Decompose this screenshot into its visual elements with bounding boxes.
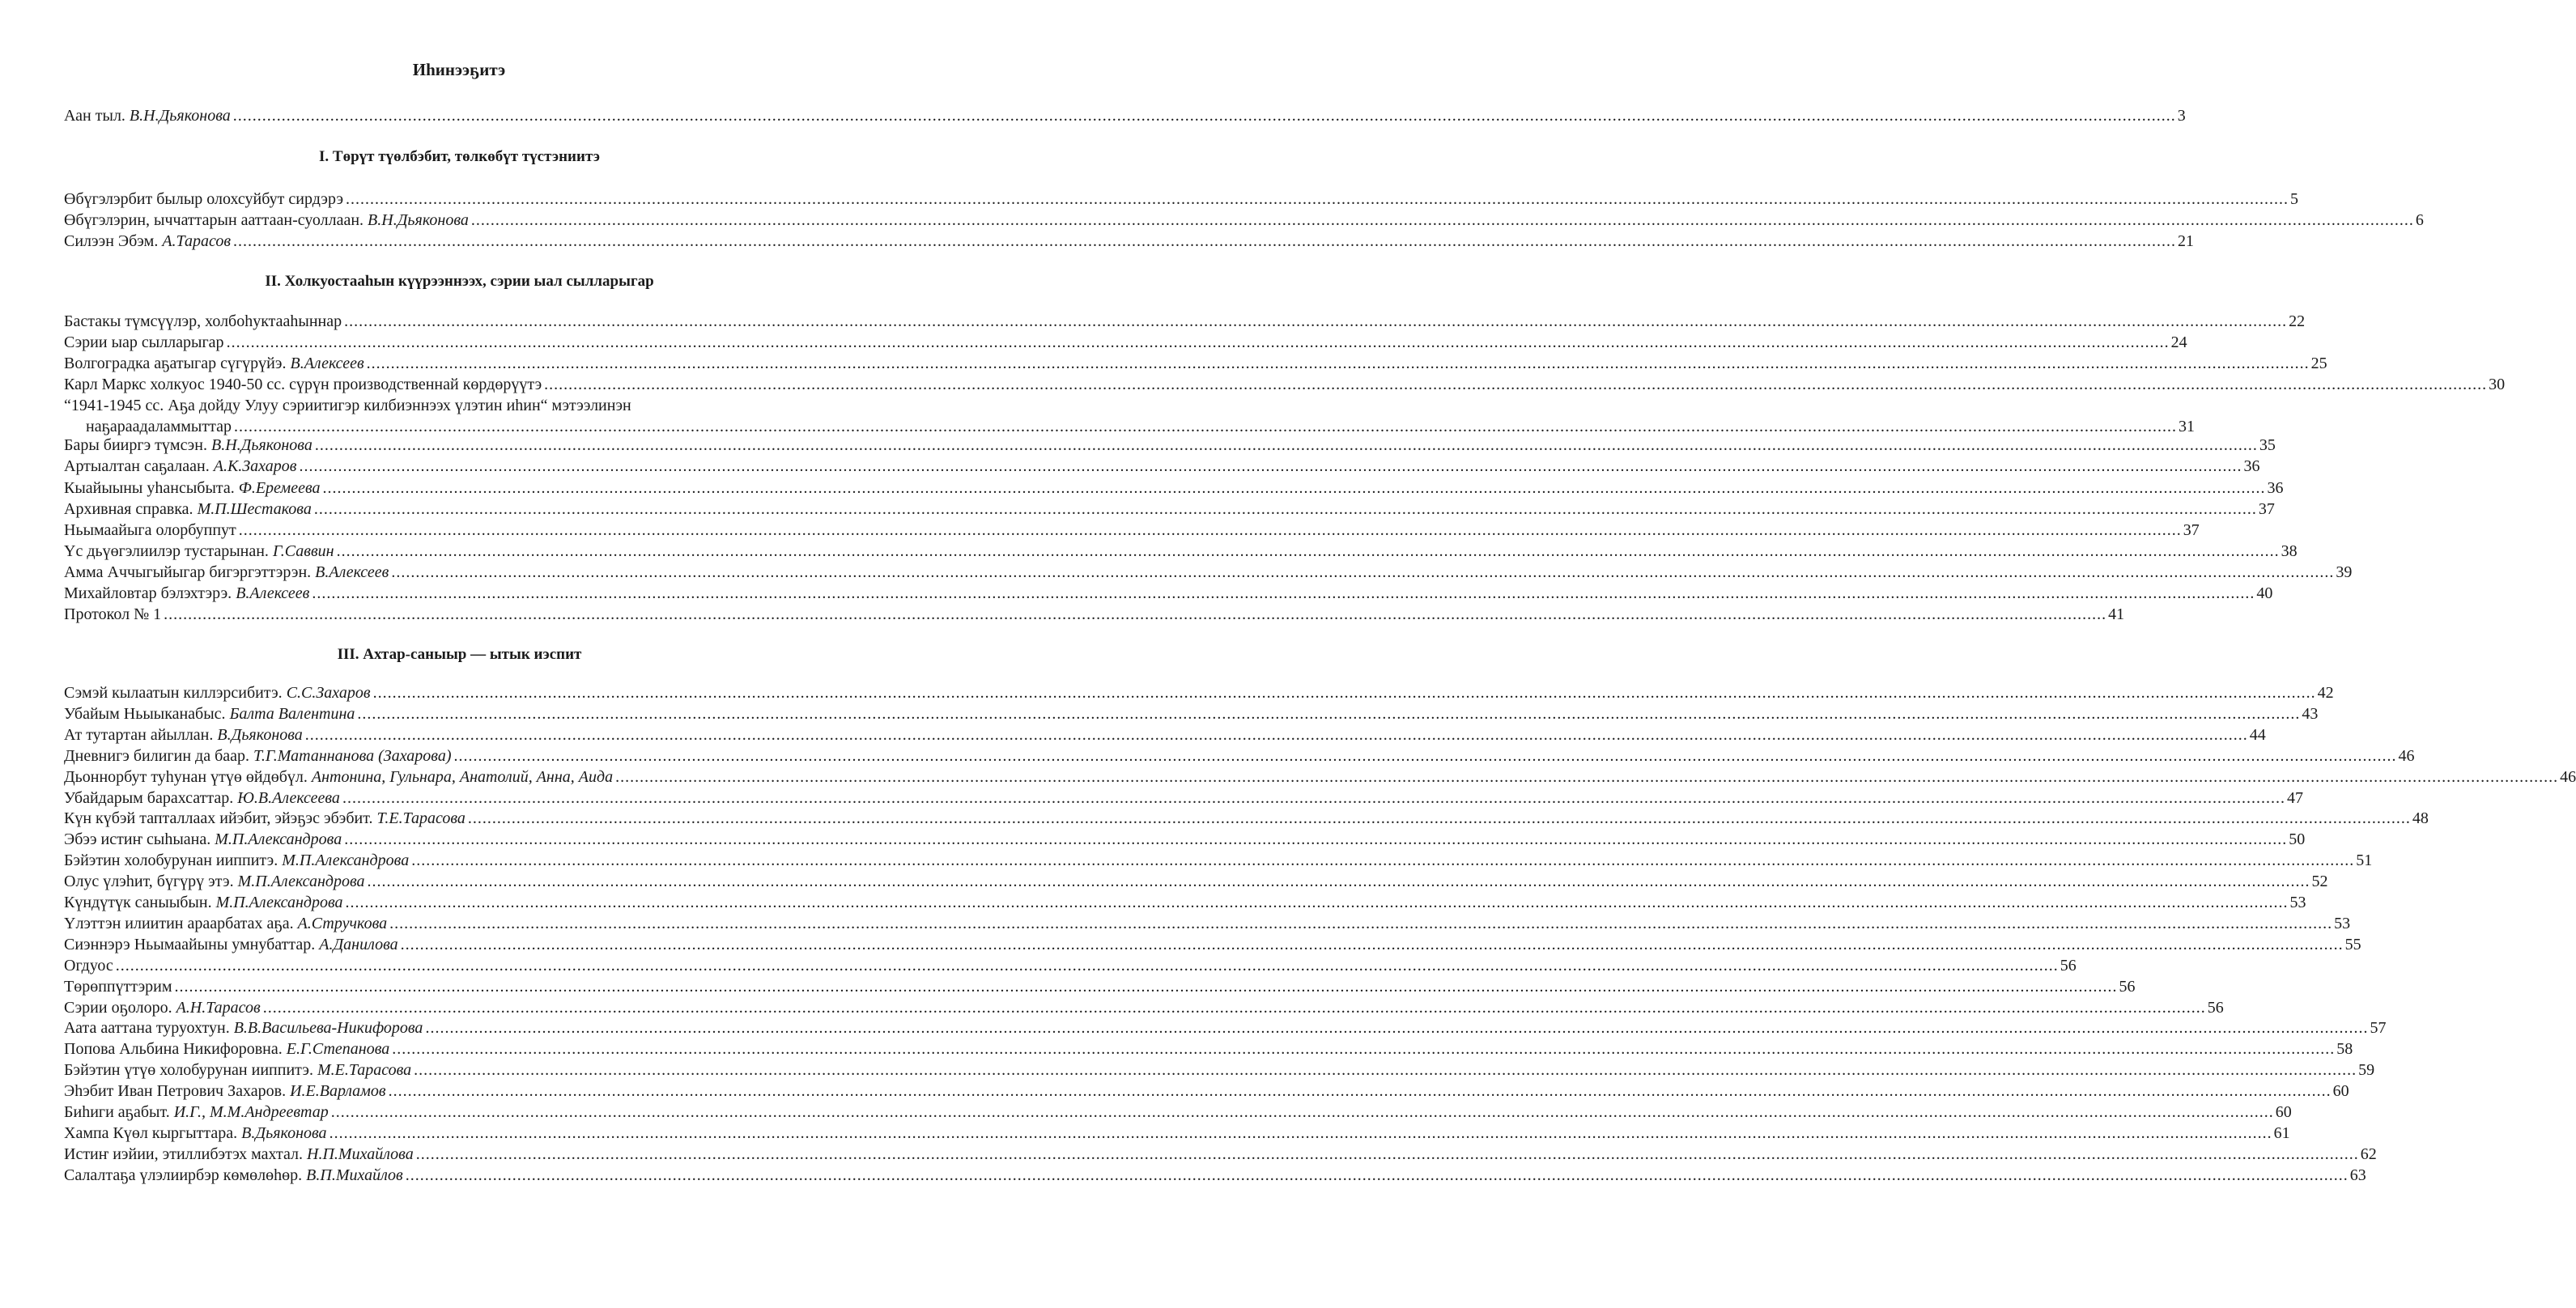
entry-page-number: 56 [2119, 977, 2136, 996]
entry-page-number: 55 [2344, 935, 2361, 953]
entry-author: Балта Валентина [229, 704, 355, 723]
toc-entry [64, 829, 2306, 850]
entry-title: Төрөппүттэрим [64, 977, 172, 996]
entry-page-number: 56 [2060, 956, 2077, 975]
toc-entry [64, 1017, 2387, 1038]
toc-entry [64, 976, 2136, 997]
entry-page-number: 50 [2289, 830, 2306, 849]
entry-title: Олус үлэһит, бүгүрү этэ. М.П.Александрова [64, 873, 365, 891]
toc-entry [64, 210, 2424, 231]
toc-entry [64, 788, 2303, 809]
toc-entry [64, 892, 2306, 913]
leader-dots: ................................................................................................................................................................................................................................................................................................................................................................................................................ [226, 333, 2170, 351]
leader-dots: ................................................................................................................................................................................................................................................................................................................................................................................................................ [400, 935, 2344, 953]
entry-title: Силээн Эбэм. А.Тарасов [64, 232, 232, 250]
leader-dots: ................................................................................................................................................................................................................................................................................................................................................................................................................ [425, 1019, 2369, 1038]
leader-dots: ................................................................................................................................................................................................................................................................................................................................................................................................................ [411, 851, 2355, 870]
entry-page-number: 63 [2349, 1166, 2366, 1184]
section-heading: II. Холкуостааһын күүрээннээх, сэрии ыал сылларыгар [265, 273, 654, 290]
entry-page-number: 6 [2415, 211, 2424, 229]
leader-dots: ................................................................................................................................................................................................................................................................................................................................................................................................................ [415, 1144, 2359, 1163]
entry-title: Үс дьүөгэлиилэр тустарынан. Г.Саввин [64, 542, 334, 560]
entry-title: Бары бииргэ түмсэн. В.Н.Дьяконова [64, 436, 312, 454]
entry-title: Эһэбит Иван Петрович Захаров. И.Е.Варламов [64, 1082, 386, 1101]
entry-author: М.П.Александрова [237, 873, 365, 891]
toc-entry [64, 1060, 2375, 1081]
entry-page-number: 60 [2275, 1103, 2292, 1121]
leader-dots: ................................................................................................................................................................................................................................................................................................................................................................................................................ [470, 211, 2414, 229]
toc-entry [64, 332, 2187, 353]
toc-entry [64, 231, 2195, 252]
entry-title: Ат тутартан айыллан. В.Дьяконова [64, 725, 303, 744]
section-heading: III. Ахтар-саныыр — ытык иэспит [337, 646, 582, 663]
entry-author: Ю.В.Алексеева [237, 788, 340, 807]
entry-page-number: 59 [2358, 1061, 2375, 1080]
toc-entry [64, 374, 2506, 395]
entry-page-number: 36 [2243, 457, 2260, 475]
entry-author: А.Данилова [319, 935, 398, 953]
entry-page-number: 43 [2302, 704, 2319, 723]
leader-dots: ................................................................................................................................................................................................................................................................................................................................................................................................................ [312, 584, 2255, 602]
entry-title: Архивная справка. М.П.Шестакова [64, 500, 312, 518]
entry-author: А.Тарасов [162, 232, 232, 250]
entry-author: Т.Е.Тарасова [376, 809, 465, 828]
entry-title: Кыайыыны уһансыбыта. Ф.Еремеева [64, 479, 321, 497]
entry-author: В.В.Васильева-Никифорова [233, 1019, 423, 1038]
leader-dots: ................................................................................................................................................................................................................................................................................................................................................................................................................ [388, 1082, 2332, 1101]
entry-author: Антонина, Гульнара, Анатолий, Анна, Аида [311, 767, 614, 786]
entry-title: Үлэттэн илиитин араарбатах аҕа. А.Стручкова [64, 914, 388, 932]
toc-entry [64, 850, 2373, 871]
entry-page-number: 22 [2289, 312, 2306, 330]
entry-title: Хампа Күөл кыргыттара. В.Дьяконова [64, 1123, 327, 1142]
entry-page-number: 52 [2311, 873, 2328, 891]
toc-entry [64, 871, 2328, 892]
entry-title: наҕараадаламмыттар [86, 418, 232, 435]
leader-dots: ................................................................................................................................................................................................................................................................................................................................................................................................................ [389, 914, 2333, 932]
toc-entry [64, 1081, 2349, 1102]
toc-entry [64, 682, 2334, 703]
leader-dots: ................................................................................................................................................................................................................................................................................................................................................................................................................ [232, 107, 2176, 125]
toc-entry [64, 955, 2077, 976]
toc-entry [64, 1144, 2377, 1165]
section-heading: I. Төрүт түөлбэбит, төлкөбүт түстэниитэ [319, 148, 600, 165]
toc-entry [64, 435, 2276, 456]
leader-dots: ................................................................................................................................................................................................................................................................................................................................................................................................................ [366, 355, 2310, 372]
entry-title: Күн күбэй тапталлаах ийэбит, эйэҕэс эбэбит. Т.Е.Тарасова [64, 809, 465, 828]
leader-dots: ................................................................................................................................................................................................................................................................................................................................................................................................................ [314, 436, 2258, 454]
entry-title: Бэйэтин холобурунан ииппитэ. М.П.Александрова [64, 851, 410, 870]
entry-author: Е.Г.Степанова [286, 1040, 390, 1059]
entry-page-number: 57 [2370, 1019, 2387, 1038]
entry-author: В.П.Михайлов [306, 1166, 403, 1184]
entry-author: М.П.Шестакова [197, 500, 312, 518]
entry-page-number: 37 [2183, 521, 2200, 539]
leader-dots: ................................................................................................................................................................................................................................................................................................................................................................................................................ [391, 563, 2335, 581]
entry-title: Бастакы түмсүүлэр, холбоһуктааһыннар [64, 312, 342, 330]
entry-title: Огдуос [64, 956, 113, 975]
entry-title: Дневнигэ билигин да баар. Т.Г.Матаннанова (Захарова) [64, 746, 452, 765]
entry-author: Т.Г.Матаннанова (Захарова) [253, 746, 452, 765]
entry-title: Попова Альбина Никифоровна. Е.Г.Степанова [64, 1040, 390, 1059]
entry-author: В.Алексеев [290, 355, 364, 372]
toc-entry [64, 1038, 2353, 1060]
entry-title: Бэйэтин үтүө холобурунан ииппитэ. М.Е.Тарасова [64, 1061, 412, 1080]
leader-dots: ................................................................................................................................................................................................................................................................................................................................................................................................................ [304, 725, 2248, 744]
leader-dots: ................................................................................................................................................................................................................................................................................................................................................................................................................ [544, 376, 2488, 393]
entry-author: В.Н.Дьяконова [129, 107, 231, 125]
entry-title: Карл Маркс холкуос 1940-50 сс. сүрүн производственнай көрдөрүүтэ [64, 376, 542, 393]
leader-dots: ................................................................................................................................................................................................................................................................................................................................................................................................................ [453, 746, 2397, 765]
leader-dots: ................................................................................................................................................................................................................................................................................................................................................................................................................ [342, 788, 2285, 807]
entry-title: Убайдарым барахсаттар. Ю.В.Алексеева [64, 788, 340, 807]
entry-author: И.Е.Варламов [290, 1082, 386, 1101]
entry-title: Сиэннэрэ Ньымаайыны умнубаттар. А.Данилова [64, 935, 398, 953]
leader-dots: ................................................................................................................................................................................................................................................................................................................................................................................................................ [299, 457, 2242, 475]
page-title: Иһинээҕитэ [412, 60, 506, 79]
entry-page-number: 30 [2489, 376, 2506, 393]
toc-entry [64, 105, 2186, 126]
entry-title: Аата ааттана туруохтун. В.В.Васильева-Никифорова [64, 1019, 423, 1038]
entry-page-number: 53 [2289, 894, 2306, 911]
leader-dots: ................................................................................................................................................................................................................................................................................................................................................................................................................ [392, 1040, 2336, 1059]
toc-entry [64, 1102, 2292, 1123]
entry-page-number: 58 [2336, 1040, 2353, 1059]
leader-dots: ................................................................................................................................................................................................................................................................................................................................................................................................................ [467, 809, 2411, 828]
toc-entry [64, 1165, 2366, 1186]
entry-title: Волгоградка аҕатыгар сүгүрүйэ. В.Алексеев [64, 355, 364, 372]
leader-dots: ................................................................................................................................................................................................................................................................................................................................................................................................................ [322, 479, 2266, 497]
leader-dots: ................................................................................................................................................................................................................................................................................................................................................................................................................ [344, 830, 2288, 849]
entry-title: Салалтаҕа үлэлиирбэр көмөлөһөр. В.П.Михайлов [64, 1166, 403, 1184]
entry-author: В.Н.Дьяконова [368, 211, 469, 229]
entry-page-number: 3 [2177, 107, 2186, 125]
leader-dots: ................................................................................................................................................................................................................................................................................................................................................................................................................ [233, 232, 2177, 250]
entry-title: Убайым Ньыыканабыс. Балта Валентина [64, 704, 355, 723]
entry-page-number: 31 [2178, 418, 2195, 435]
leader-dots: ................................................................................................................................................................................................................................................................................................................................................................................................................ [174, 977, 2118, 996]
leader-dots: ................................................................................................................................................................................................................................................................................................................................................................................................................ [372, 684, 2316, 702]
entry-author: В.Дьяконова [241, 1123, 327, 1142]
leader-dots: ................................................................................................................................................................................................................................................................................................................................................................................................................ [164, 605, 2107, 623]
entry-author: В.Дьяконова [217, 725, 303, 744]
entry-title: Михайловтар бэлэхтэрэ. В.Алексеев [64, 584, 310, 602]
entry-page-number: 25 [2310, 355, 2327, 372]
leader-dots: ................................................................................................................................................................................................................................................................................................................................................................................................................ [615, 767, 2559, 786]
entry-title: Сэрии оҕолоро. А.Н.Тарасов [64, 998, 261, 1017]
toc-entry [64, 913, 2351, 934]
entry-title: Дьоннорбут туһунан үтүө өйдөбүл. Антонина, Гульнара, Анатолий, Анна, Аида [64, 767, 614, 786]
toc-entry [64, 562, 2353, 583]
entry-page-number: 42 [2317, 684, 2334, 702]
entry-author: Ф.Еремеева [238, 479, 321, 497]
entry-title: Амма Аччыгыйыгар бигэргэттэрэн. В.Алексеев [64, 563, 389, 581]
entry-author: М.П.Александрова [215, 830, 342, 849]
leader-dots: ................................................................................................................................................................................................................................................................................................................................................................................................................ [238, 521, 2182, 539]
entry-page-number: 60 [2332, 1082, 2349, 1101]
leader-dots: ................................................................................................................................................................................................................................................................................................................................................................................................................ [414, 1061, 2357, 1080]
entry-author: В.Алексеев [236, 584, 310, 602]
toc-entry [64, 189, 2299, 210]
entry-author: Г.Саввин [272, 542, 334, 560]
entry-page-number: 21 [2178, 232, 2195, 250]
entry-title: Эбээ истиҥ сыһыана. М.П.Александрова [64, 830, 342, 849]
entry-title: Сэмэй кылаатын киллэрсибитэ. С.С.Захаров [64, 684, 371, 702]
entry-author: С.С.Захаров [286, 684, 371, 702]
entry-page-number: 62 [2360, 1144, 2377, 1163]
leader-dots: ................................................................................................................................................................................................................................................................................................................................................................................................................ [346, 190, 2289, 208]
toc-entry [64, 1123, 2290, 1144]
entry-title: Биһиги аҕабыт. И.Г., М.М.Андреевтар [64, 1103, 329, 1121]
toc-entry [64, 478, 2284, 499]
leader-dots: ................................................................................................................................................................................................................................................................................................................................................................................................................ [330, 1103, 2274, 1121]
leader-dots: ................................................................................................................................................................................................................................................................................................................................................................................................................ [329, 1123, 2272, 1142]
entry-page-number: 38 [2281, 542, 2298, 560]
entry-title: Протокол № 1 [64, 605, 162, 623]
toc-entry [64, 724, 2266, 745]
entry-author: М.П.Александрова [215, 894, 343, 911]
entry-page-number: 39 [2336, 563, 2353, 581]
leader-dots: ................................................................................................................................................................................................................................................................................................................................................................................................................ [344, 312, 2288, 330]
entry-page-number: 36 [2267, 479, 2284, 497]
entry-author: М.П.Александрова [282, 851, 410, 870]
entry-page-number: 56 [2207, 998, 2224, 1017]
entry-page-number: 5 [2290, 190, 2299, 208]
entry-author: И.Г., М.М.Андреевтар [173, 1103, 329, 1121]
leader-dots: ................................................................................................................................................................................................................................................................................................................................................................................................................ [336, 542, 2280, 560]
entry-title: Артыалтан саҕалаан. А.К.Захаров [64, 457, 297, 475]
entry-title: Күндүтүк саныыбын. М.П.Александрова [64, 894, 343, 911]
leader-dots: ................................................................................................................................................................................................................................................................................................................................................................................................................ [262, 998, 2206, 1017]
entry-author: А.К.Захаров [213, 457, 297, 475]
toc-entry [64, 934, 2361, 955]
entry-title: Өбүгэлэрбит былыр олохсуйбут сирдэрэ [64, 190, 344, 208]
leader-dots: ................................................................................................................................................................................................................................................................................................................................................................................................................ [405, 1166, 2349, 1184]
toc-entry [64, 997, 2224, 1018]
leader-dots: ................................................................................................................................................................................................................................................................................................................................................................................................................ [115, 956, 2059, 975]
toc-entry [64, 499, 2275, 520]
toc-entry [64, 745, 2415, 767]
entry-page-number: 41 [2108, 605, 2125, 623]
entry-title: Истиҥ иэйии, этиллибэтэх махтал. Н.П.Михайлова [64, 1144, 414, 1163]
toc-entry [64, 604, 2125, 625]
entry-page-number: 35 [2259, 436, 2276, 454]
entry-page-number: 46 [2398, 746, 2415, 765]
toc-entry [64, 767, 2576, 788]
entry-page-number: 40 [2256, 584, 2273, 602]
entry-page-number: 53 [2334, 914, 2351, 932]
entry-page-number: 47 [2286, 788, 2303, 807]
leader-dots: ................................................................................................................................................................................................................................................................................................................................................................................................................ [357, 704, 2301, 723]
entry-author: А.Н.Тарасов [176, 998, 261, 1017]
entry-author: Н.П.Михайлова [307, 1144, 414, 1163]
entry-title: Сэрии ыар сылларыгар [64, 333, 224, 351]
entry-author: В.Алексеев [315, 563, 389, 581]
entry-author: А.Стручкова [297, 914, 388, 932]
toc-entry [64, 808, 2429, 829]
entry-first-line: “1941-1945 сс. Аҕа дойду Улуу сэриитигэр килбиэннээх үлэтин иһин“ мэтээлинэн [64, 397, 631, 414]
leader-dots: ................................................................................................................................................................................................................................................................................................................................................................................................................ [367, 873, 2310, 891]
entry-page-number: 48 [2412, 809, 2429, 828]
toc-entry [64, 703, 2319, 724]
toc-entry [64, 353, 2327, 374]
entry-title: Өбүгэлэрин, ыччаттарын ааттаан-суоллаан. В.Н.Дьяконова [64, 211, 469, 229]
entry-title: Ньымаайыга олорбуппут [64, 521, 236, 539]
toc-entry [64, 520, 2200, 541]
toc-entry [64, 583, 2273, 604]
entry-page-number: 24 [2170, 333, 2187, 351]
toc-entry [64, 456, 2260, 477]
leader-dots: ................................................................................................................................................................................................................................................................................................................................................................................................................ [345, 894, 2289, 911]
leader-dots: ................................................................................................................................................................................................................................................................................................................................................................................................................ [233, 418, 2177, 435]
entry-author: М.Е.Тарасова [317, 1061, 412, 1080]
entry-page-number: 37 [2258, 500, 2275, 518]
entry-page-number: 44 [2249, 725, 2266, 744]
leader-dots: ................................................................................................................................................................................................................................................................................................................................................................................................................ [313, 500, 2257, 518]
entry-page-number: 51 [2356, 851, 2373, 870]
toc-entry [64, 311, 2306, 332]
entry-title: Аан тыл. В.Н.Дьяконова [64, 107, 231, 125]
entry-page-number: 61 [2273, 1123, 2290, 1142]
entry-author: В.Н.Дьяконова [210, 436, 312, 454]
toc-entry [64, 541, 2298, 562]
entry-page-number: 46 [2560, 767, 2576, 786]
